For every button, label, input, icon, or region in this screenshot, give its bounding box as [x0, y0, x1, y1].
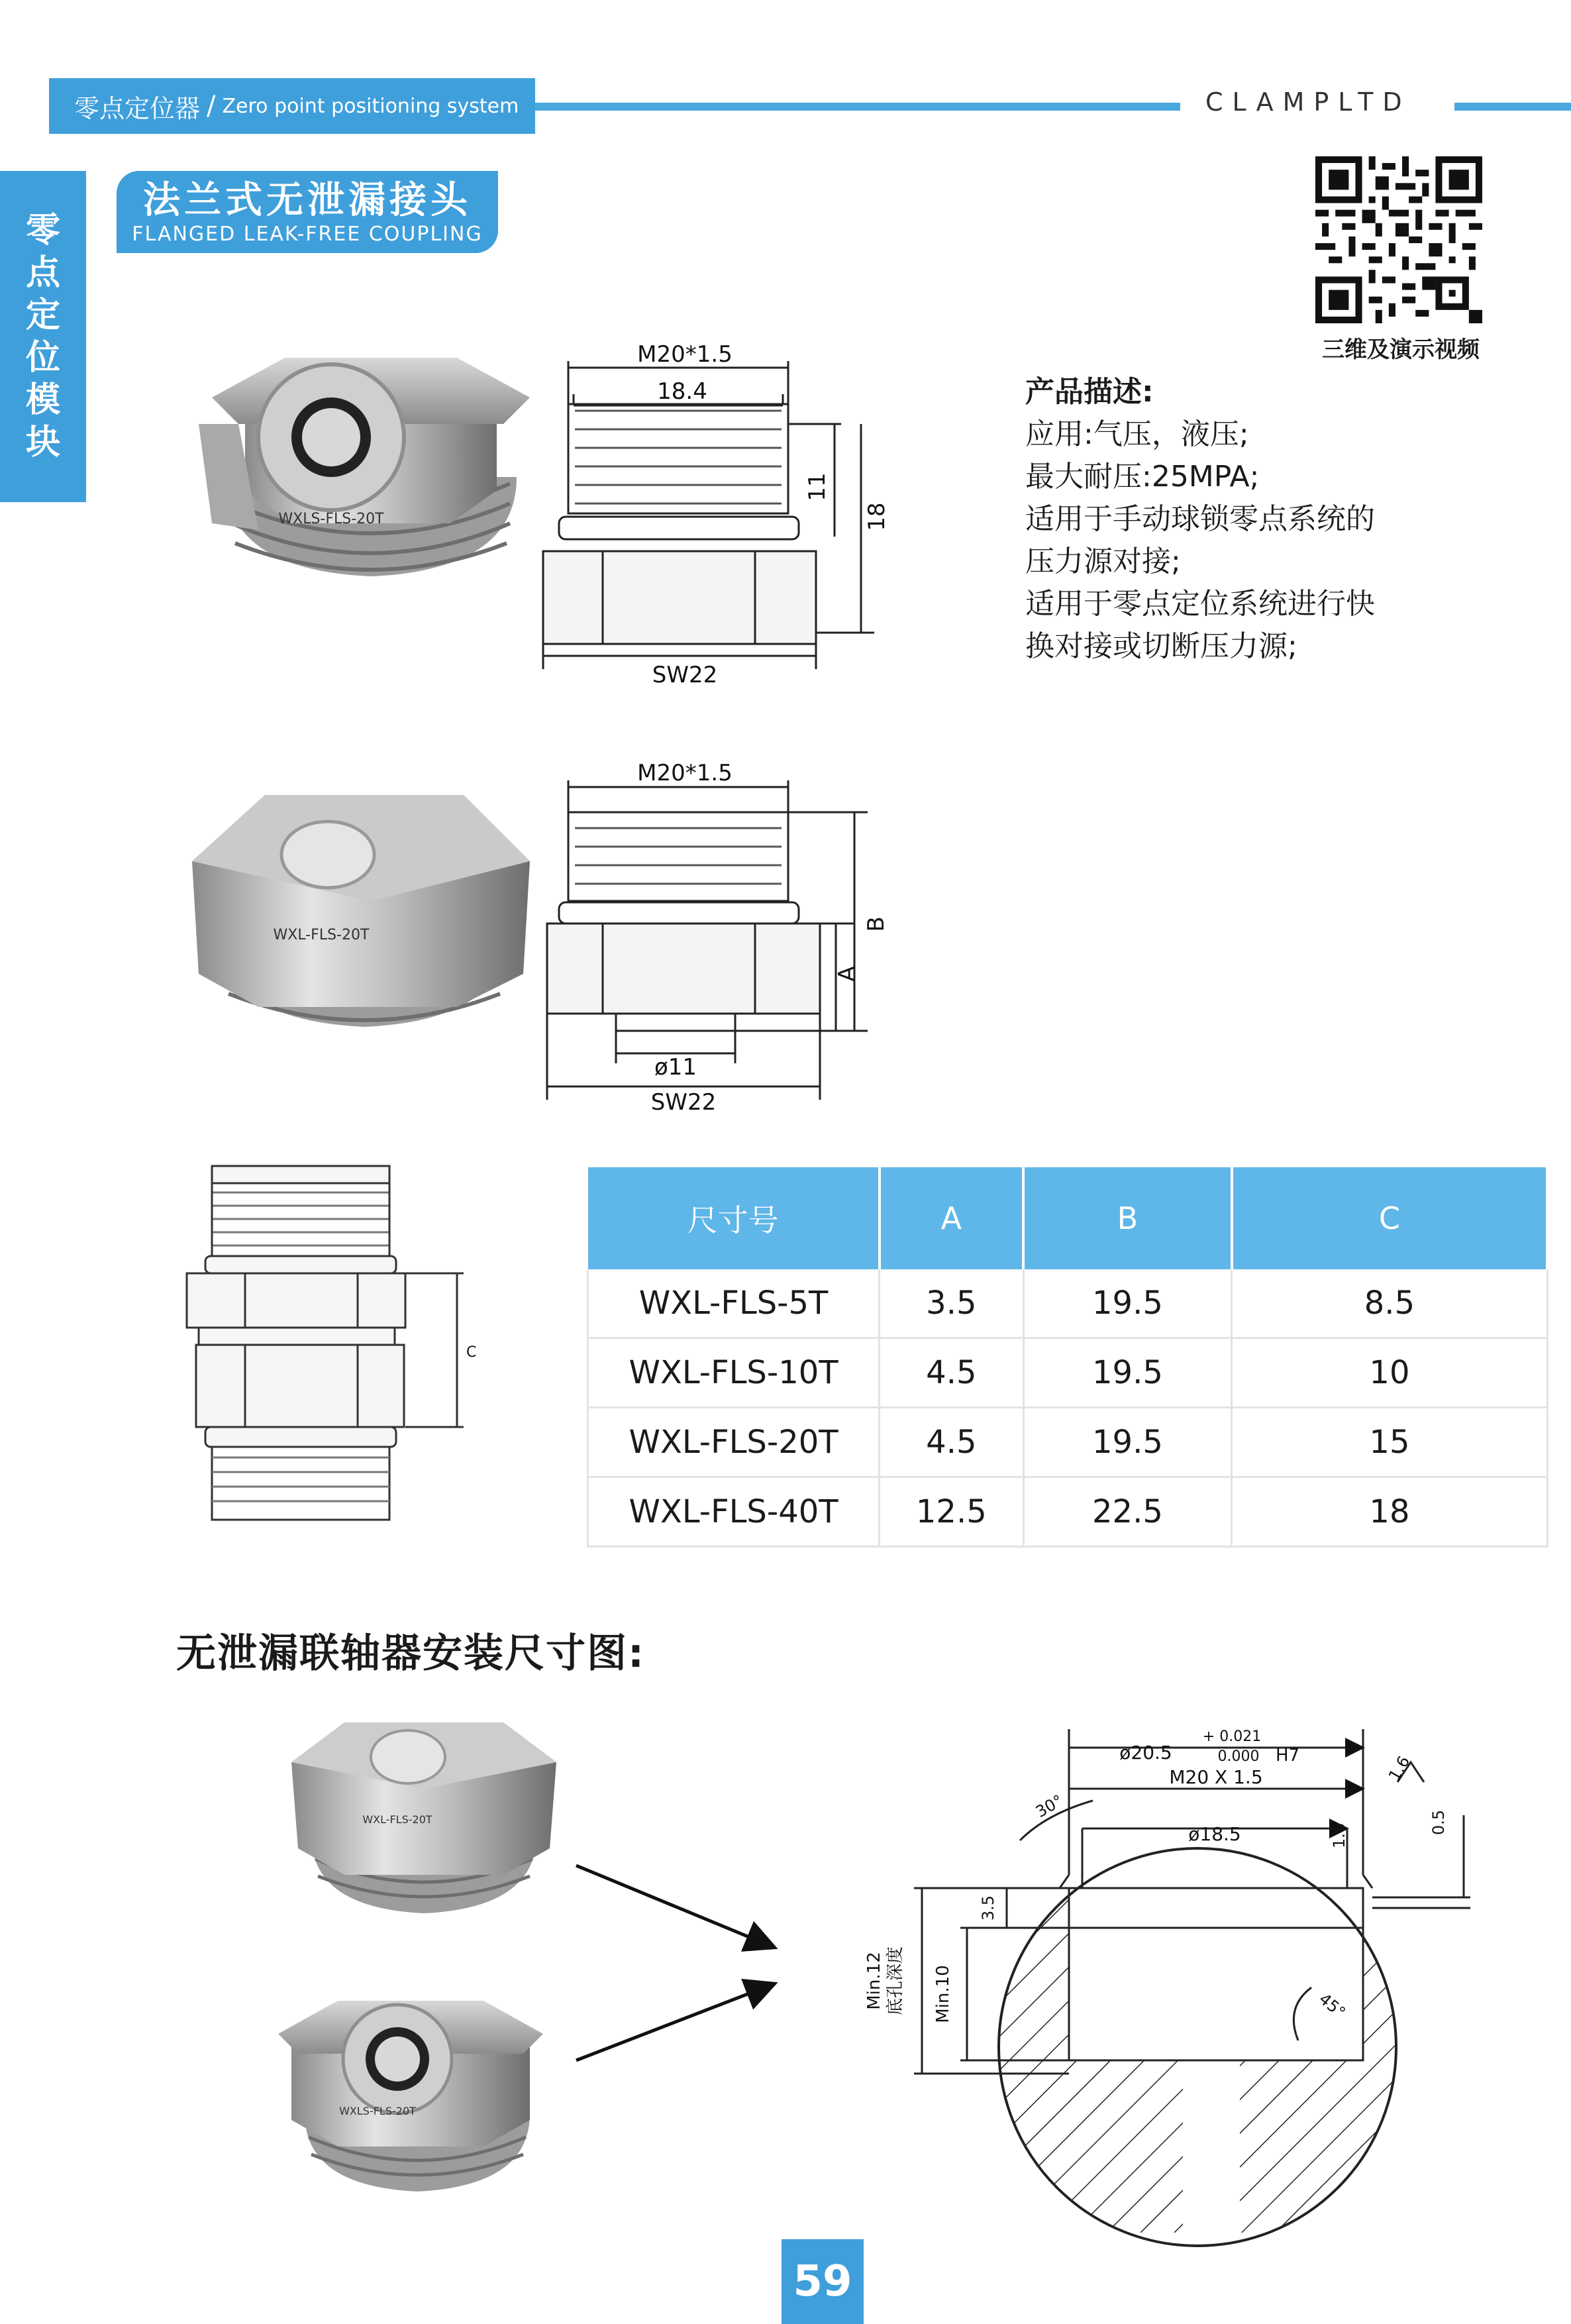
- install-dim-35: 3.5: [979, 1895, 997, 1921]
- side-tab-char: 位: [25, 338, 60, 378]
- description-title: 产品描述:: [1025, 375, 1154, 409]
- table-header-cell: 尺寸号: [588, 1167, 880, 1269]
- install-tol-zero: 0.000: [1217, 1748, 1260, 1765]
- table-cell: 22.5: [1023, 1477, 1232, 1547]
- description-line: 换对接或切断压力源;: [1025, 629, 1297, 663]
- install-angle-30: 30°: [1033, 1791, 1066, 1822]
- drawing1-sw: SW22: [652, 662, 718, 688]
- product-photo-1: [199, 358, 530, 576]
- table-cell: 4.5: [880, 1338, 1023, 1408]
- drawing2-dia: ø11: [654, 1054, 697, 1081]
- table-cell: 15: [1232, 1408, 1547, 1477]
- qr-label: 三维及演示视频: [1322, 337, 1480, 363]
- drawing2-dim-a: A: [834, 966, 860, 982]
- install-photo-2-label: WXLS-FLS-20T: [339, 2105, 416, 2117]
- side-tab-char: 模: [25, 380, 60, 420]
- install-hole-depth: 底孔深度: [886, 1946, 905, 2016]
- install-thread: M20 X 1.5: [1169, 1766, 1263, 1788]
- spec-table: [587, 1167, 1548, 1548]
- table-cell: 19.5: [1023, 1408, 1232, 1477]
- dimension-drawing-2: [547, 780, 868, 1100]
- table-cell: 3.5: [880, 1269, 1023, 1338]
- install-photo-2: [278, 2001, 543, 2192]
- header-brand: CLAMPLTD: [1205, 87, 1411, 117]
- table-header-cell: A: [880, 1167, 1023, 1269]
- table-row: [588, 1477, 1548, 1547]
- table-cell: 12.5: [880, 1477, 1023, 1547]
- drawing1-thread: M20*1.5: [637, 341, 733, 368]
- description-line: 最大耐压:25MPA;: [1025, 460, 1260, 494]
- header-category-cn: 零点定位器: [74, 93, 201, 123]
- product-photo-1-label: WXLS-FLS-20T: [278, 511, 384, 527]
- install-photo-1-label: WXL-FLS-20T: [362, 1813, 432, 1826]
- table-cell: 19.5: [1023, 1269, 1232, 1338]
- product-title-cn: 法兰式无泄漏接头: [143, 179, 472, 222]
- install-bore-dim: ø20.5: [1119, 1742, 1172, 1764]
- drawing2-dim-b: B: [863, 916, 889, 932]
- description-line: 适用于零点定位系统进行快: [1025, 587, 1375, 621]
- table-cell: 19.5: [1023, 1338, 1232, 1408]
- arrow-right-up: [576, 1983, 775, 2060]
- description-line: 适用于手动球锁零点系统的: [1025, 502, 1375, 536]
- drawing1-h1: 11: [804, 472, 831, 502]
- table-header-cell: B: [1023, 1167, 1232, 1269]
- table-cell: 4.5: [880, 1408, 1023, 1477]
- drawing2-sw: SW22: [650, 1089, 717, 1116]
- table-cell: 10: [1232, 1338, 1547, 1408]
- table-cell: 8.5: [1232, 1269, 1547, 1338]
- side-tab-char: 块: [25, 423, 60, 462]
- table-row: [588, 1338, 1548, 1408]
- install-section-drawing: [914, 1729, 1470, 2259]
- drawing1-h2: 18: [864, 502, 890, 531]
- install-roughness-2: 1.6: [1330, 1822, 1348, 1848]
- description-line: 应用:气压，液压;: [1025, 417, 1249, 451]
- table-header-cell: C: [1232, 1167, 1547, 1269]
- product-photo-2: [192, 795, 530, 1027]
- install-tol-plus: + 0.021: [1202, 1728, 1262, 1745]
- page-number: 59: [782, 2239, 864, 2324]
- table-row: [588, 1408, 1548, 1477]
- description-line: 压力源对接;: [1025, 545, 1181, 578]
- arrow-right-down: [576, 1866, 775, 1948]
- table-cell: WXL-FLS-20T: [588, 1408, 880, 1477]
- product-photo-2-label: WXL-FLS-20T: [273, 927, 370, 943]
- table-cell: 18: [1232, 1477, 1547, 1547]
- side-tab-char: 零: [25, 211, 60, 250]
- install-inner-dia: ø18.5: [1188, 1823, 1241, 1845]
- install-dim-05: 0.5: [1429, 1809, 1448, 1835]
- dimension-drawing-3: [187, 1166, 464, 1520]
- side-tab-char: 定: [25, 295, 60, 335]
- install-photo-1: [291, 1722, 556, 1913]
- table-cell: WXL-FLS-10T: [588, 1338, 880, 1408]
- table-row: [588, 1269, 1548, 1338]
- install-angle-45: 45°: [1315, 1989, 1349, 2022]
- install-min12: Min.12: [864, 1952, 884, 2010]
- product-title-en: FLANGED LEAK-FREE COUPLING: [132, 223, 483, 246]
- drawing3-dim-c: C: [466, 1344, 477, 1361]
- drawing1-width: 18.4: [657, 378, 707, 405]
- header-separator: /: [207, 91, 216, 121]
- table-cell: WXL-FLS-40T: [588, 1477, 880, 1547]
- drawing2-thread: M20*1.5: [637, 760, 733, 786]
- side-tab-char: 点: [25, 253, 60, 293]
- table-cell: WXL-FLS-5T: [588, 1269, 880, 1338]
- install-section-title: 无泄漏联轴器安装尺寸图:: [176, 1630, 645, 1677]
- dimension-drawing-1: [543, 361, 874, 669]
- header-category-en: Zero point positioning system: [222, 94, 519, 118]
- install-min10: Min.10: [933, 1965, 953, 2023]
- table-header-row: [588, 1167, 1548, 1269]
- install-roughness-1: 1.6: [1384, 1752, 1414, 1784]
- install-fit: H7: [1275, 1746, 1300, 1766]
